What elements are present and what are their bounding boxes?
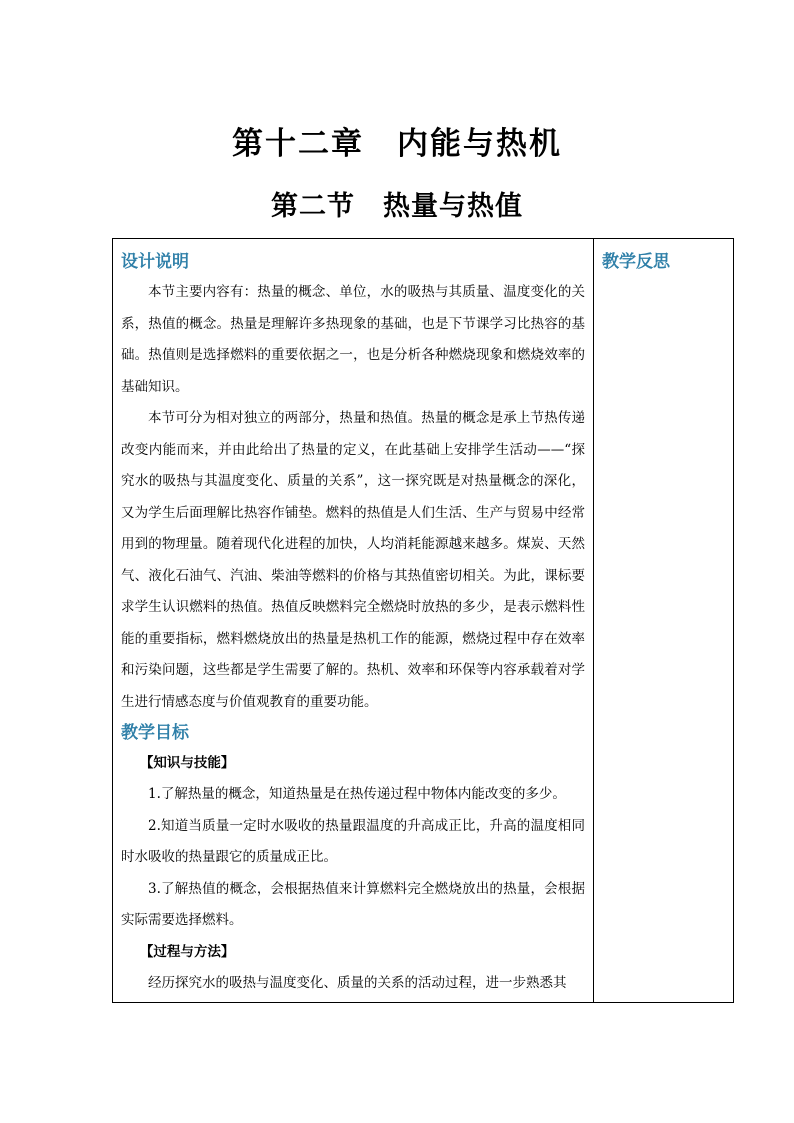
chapter-title: 第十二章 内能与热机 bbox=[232, 126, 562, 162]
design-paragraph-2: 本节可分为相对独立的两部分，热量和热值。热量的概念是承上节热传递改变内能而来，并由此给出了热量的定义，在此基础上安排学生活动——“探究水的吸热与其温度变化、质量的关系”，这一探究既是对热量概念的深化，又为学生后面理解比热容作铺垫。燃料的热值是人们生活、生产与贸易中经常用到的物理量。随着现代化进程的加快，人均消耗能源越来越多。煤炭、天然气、液化石油气、汽油、柴油等燃料的价格与其热值密切相关。为此，课标要求学生认识燃料的热值。热值反映燃料完全燃烧时放热的多少，是表示燃料性能的重要指标，燃料燃烧放出的热量是热机工作的能源，燃烧过程中存在效率和污染问题，这些都是学生需要了解的。热机、效率和环保等内容承载着对学生进行情感态度与价值观教育的重要功能。 bbox=[121, 410, 585, 710]
goal-item-2: 2.知道当质量一定时水吸收的热量跟温度的升高成正比，升高的温度相同时水吸收的热量跟它的质量成正比。 bbox=[121, 817, 585, 865]
design-paragraph-1: 本节主要内容有：热量的概念、单位，水的吸热与其质量、温度变化的关系，热值的概念。热量是理解许多热现象的基础，也是下节课学习比热容的基础。热值则是选择燃料的重要依据之一，也是分析各种燃烧现象和燃烧效率的基础知识。 bbox=[121, 284, 585, 395]
goal-item-1: 1.了解热量的概念，知道热量是在热传递过程中物体内能改变的多少。 bbox=[148, 786, 566, 802]
design-column bbox=[113, 239, 594, 1003]
goals-heading: 教学目标 bbox=[121, 723, 189, 743]
section-title: 第二节 热量与热值 bbox=[271, 191, 523, 222]
process-methods-label: 【过程与方法】 bbox=[139, 943, 235, 960]
lesson-table bbox=[112, 238, 734, 1003]
design-heading: 设计说明 bbox=[121, 252, 189, 272]
process-text: 经历探究水的吸热与温度变化、质量的关系的活动过程，进一步熟悉其 bbox=[148, 974, 567, 991]
knowledge-skills-label: 【知识与技能】 bbox=[139, 755, 235, 771]
goal-item-3: 3.了解热值的概念，会根据热值来计算燃料完全燃烧放出的热量，会根据实际需要选择燃料。 bbox=[121, 880, 585, 928]
reflection-heading: 教学反思 bbox=[602, 252, 670, 272]
reflection-column bbox=[594, 239, 734, 1003]
